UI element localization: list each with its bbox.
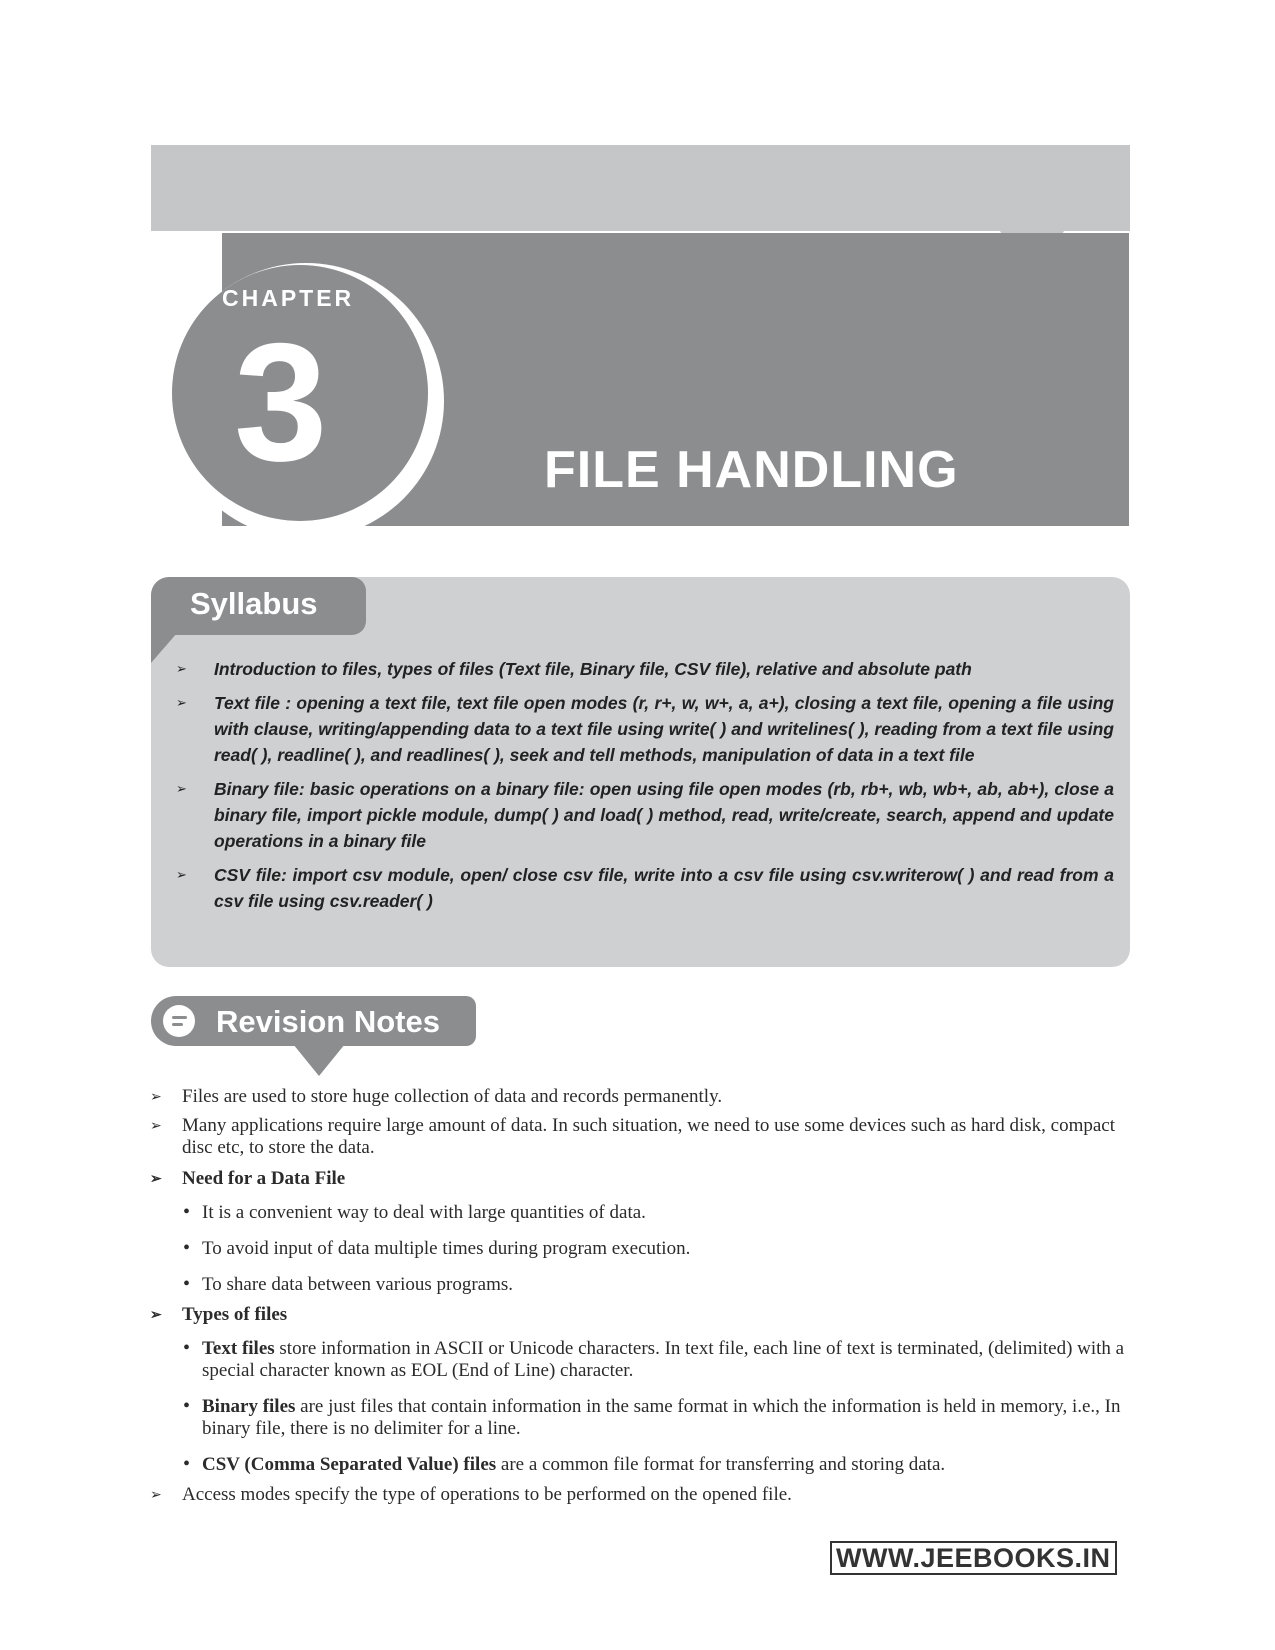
chapter-title: FILE HANDLING xyxy=(544,441,959,499)
dot-bullet-icon: • xyxy=(183,1237,191,1259)
chapter-label: CHAPTER xyxy=(222,285,355,311)
syllabus-item: ➢ CSV file: import csv module, open/ close csv file, write into a csv file using csv.writerow( ) and read from a csv file using csv.reader( ) xyxy=(176,862,1114,914)
arrow-bullet-icon: ➢ xyxy=(150,1308,162,1323)
header-top-band xyxy=(151,145,1130,231)
syllabus-title: Syllabus xyxy=(190,586,318,621)
need-item: • It is a convenient way to deal with large quantities of data. xyxy=(183,1201,646,1223)
dot-bullet-icon: • xyxy=(183,1273,191,1295)
type-item: • Text files store information in ASCII or Unicode characters. In text file, each line of text is terminated, (delimited) with a special character known as EOL (End of Line) character. xyxy=(183,1337,1125,1381)
revision-title: Revision Notes xyxy=(216,1004,440,1039)
note-item: ➢ Access modes specify the type of operations to be performed on the opened file. xyxy=(150,1484,792,1505)
types-heading: ➢ Types of files xyxy=(150,1304,288,1325)
arrow-bullet-icon: ➢ xyxy=(150,1119,162,1134)
dot-bullet-icon: • xyxy=(183,1201,191,1223)
type-item: • Binary files are just files that contain information in the same format in which the information is held in memory, i.e., In binary file, there is no delimiter for a line. xyxy=(183,1395,1121,1439)
arrow-bullet-icon: ➢ xyxy=(150,1488,162,1503)
syllabus-item: ➢ Text file : opening a text file, text file open modes (r, r+, w, w+, a, a+), closing a text file, opening a file using with clause, writing/appending data to a text file using write( ) and writelines( ), reading from a text file using read( ), readline( ), and readlines( ), seek and tell methods, manipulation of data in a text file xyxy=(176,690,1114,768)
arrow-bullet-icon: ➢ xyxy=(176,781,187,796)
revision-notes xyxy=(150,1086,1134,1513)
chapter-number: 3 xyxy=(234,308,328,496)
revision-tab-tail xyxy=(293,1044,345,1076)
arrow-bullet-icon: ➢ xyxy=(150,1090,162,1105)
type-item: • CSV (Comma Separated Value) files are a common file format for transferring and storing data. xyxy=(183,1453,946,1475)
dot-bullet-icon: • xyxy=(183,1337,191,1359)
need-item: • To avoid input of data multiple times during program execution. xyxy=(183,1237,691,1259)
footer-website: WWW.JEEBOOKS.IN xyxy=(830,1541,1117,1575)
arrow-bullet-icon: ➢ xyxy=(176,695,187,710)
dot-bullet-icon: • xyxy=(183,1395,191,1417)
arrow-bullet-icon: ➢ xyxy=(150,1172,162,1187)
syllabus-item: ➢ Introduction to files, types of files (Text file, Binary file, CSV file), relative and absolute path xyxy=(176,656,1114,682)
syllabus-tab-tail xyxy=(151,633,177,663)
syllabus-list xyxy=(176,656,1114,922)
arrow-bullet-icon: ➢ xyxy=(176,661,187,676)
dot-bullet-icon: • xyxy=(183,1453,191,1475)
note-icon xyxy=(163,1005,195,1037)
note-item: ➢ Files are used to store huge collection of data and records permanently. xyxy=(150,1086,723,1107)
note-item: ➢ Many applications require large amount of data. In such situation, we need to use some devices such as hard disk, compact disc etc, to store the data. xyxy=(150,1115,1116,1158)
need-heading: ➢ Need for a Data File xyxy=(150,1168,346,1189)
syllabus-item: ➢ Binary file: basic operations on a binary file: open using file open modes (rb, rb+, wb, wb+, ab, ab+), close a binary file, import pickle module, dump( ) and load( ) method, read, write/create, search, append and update operations in a binary file xyxy=(176,776,1114,854)
arrow-bullet-icon: ➢ xyxy=(176,867,187,882)
need-item: • To share data between various programs. xyxy=(183,1273,514,1295)
